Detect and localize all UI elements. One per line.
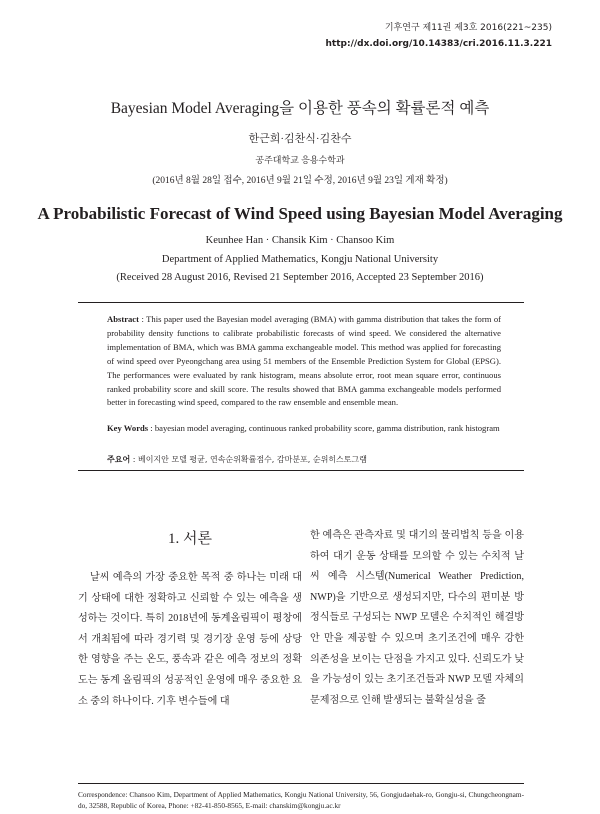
korean-keywords-block: 주요어 : 베이지안 모델 평균, 연속순위확률점수, 감마분포, 순위히스토그램 [107,455,367,464]
body-paragraph: 한 예측은 관측자료 및 대기의 물리법칙 등을 이용하여 대기 운동 상태를 모의할 수 있는 수치적 날씨 예측 시스템(Numerical Weather Prediction, NWP)을 기반으로 생성되지만, 다수의 편미분 방정식들로 구성되는 NWP 모델은 수치적인 해결방안 만을 제공할 수 있으며 초기조건에 매우 강한 의존성을 보이는 단점을 가지고 있다. 신뢰도가 낮을 가능성이 있는 초기조건들과 NWP 모델 자체의 문제점으로 인해 발생되는 불확실성을 줄 [310,530,524,706]
correspondence-footnote: Correspondence: Chansoo Kim, Department of Applied Mathematics, Kongju National University, 56, Gongjudaehak-ro, Gongju-si, Chungcheongnam-do, 32588, Republic of Korea, Phone: +82-41-850-8565, E-mail: chanskim@kongju.ac.kr [78,790,524,810]
body-paragraph: 날씨 예측의 가장 중요한 목적 중 하나는 미래 대기 상태에 대한 정확하고 신뢰할 수 있는 예측을 생성하는 것이다. 특히 2018년에 동계올림픽이 평창에서 개최됨에 따라 경기력 및 경기장 운영 등에 상당한 영향을 주는 온도, 풍속과 같은 예측 정보의 정확도는 동계 올림픽의 성공적인 운영에 매우 중요한 요소 중의 하나이다. 기후 변수들에 대 [78,572,302,707]
keywords-text: bayesian model averaging, continuous ranked probability score, gamma distribution, rank histogram [154,423,500,433]
abstract-bottom-rule [78,470,524,471]
english-title: A Probabilistic Forecast of Wind Speed using Bayesian Model Averaging [37,204,563,223]
abstract-text: This paper used the Bayesian model averaging (BMA) with gamma distribution that takes the form of probability density functions to calibrate probabilistic forecasts of wind speed. We considered the alternative implementation of BMA, which was BMA gamma exchangeable model. This method was applied for forecasting of wind speed over Pyeongchang area using 51 members of the Ensemble Prediction System for Global (EPSG). The performances were evaluated by rank histogram, means absolute error, root mean square error, continuous ranked probability score and skill score. The results showed that BMA gamma exchangeable models performed better in forecasting wind speed, compared to the raw ensemble and ensemble mean. [107,314,501,408]
keywords-block: Key Words : bayesian model averaging, continuous ranked probability score, gamma distribution, rank histogram [107,423,500,433]
abstract-label: Abstract [107,314,139,324]
korean-affiliation: 공주대학교 응용수학과 [255,155,345,165]
doi-link[interactable]: http://dx.doi.org/10.14383/cri.2016.11.3.221 [325,39,552,49]
korean-dates: (2016년 8월 28일 접수, 2016년 9월 21일 수정, 2016년 9월 23일 게재 확정) [152,176,448,186]
footnote-rule [78,783,524,784]
body-column-right [310,526,524,711]
journal-info [326,20,552,52]
korean-authors: 한근희·김찬식·김찬수 [248,133,352,145]
abstract-block: Abstract : This paper used the Bayesian model averaging (BMA) with gamma distribution that takes the form of probability density functions to calibrate probabilistic forecasts of wind speed. We considered the alternative implementation of BMA, which was BMA gamma exchangeable model. This method was applied for forecasting of wind speed over Pyeongchang area using 51 members of the Ensemble Prediction System for Global (EPSG). The performances were evaluated by rank histogram, means absolute error, root mean square error, continuous ranked probability score and skill score. The results showed that BMA gamma exchangeable models performed better in forecasting wind speed, compared to the raw ensemble and ensemble mean. [107,314,501,408]
keywords-label: Key Words [107,423,149,433]
abstract-top-rule [78,302,524,303]
english-affiliation: Department of Applied Mathematics, Kongju National University [161,254,439,265]
section-heading: 1. 서론 [168,531,212,547]
korean-keywords-text: 베이지안 모델 평균, 연속순위확률점수, 감마분포, 순위히스토그램 [137,455,367,464]
journal-line: 기후연구 제11권 제3호 2016(221~235) [384,23,552,33]
korean-title: Bayesian Model Averaging을 이용한 풍속의 확률론적 예측 [110,100,490,117]
body-column-left [78,568,302,712]
korean-keywords-label: 주요어 [107,455,131,464]
english-dates: (Received 28 August 2016, Revised 21 September 2016, Accepted 23 September 2016) [116,272,484,283]
english-authors: Keunhee Han · Chansik Kim · Chansoo Kim [205,235,395,246]
